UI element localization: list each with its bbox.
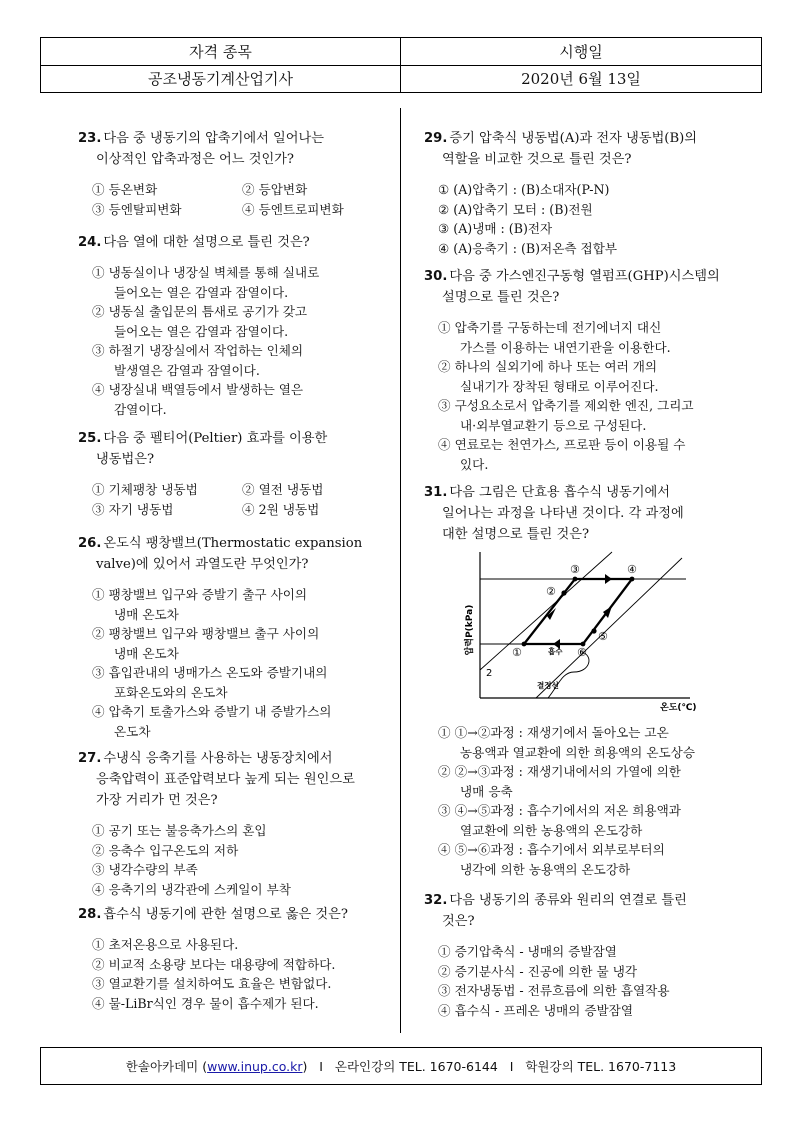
question-number: 31.: [424, 485, 448, 500]
concentration-line-a: [480, 552, 612, 670]
options: [424, 942, 764, 1020]
option-2[interactable]: [438, 357, 764, 396]
arrow-right-icon: [605, 574, 612, 584]
point-6-label: ⑥: [577, 646, 587, 659]
option-line: 온도차: [114, 723, 151, 739]
option-3[interactable]: [92, 663, 418, 702]
y-axis-label: 압력P(kPa): [465, 604, 475, 656]
option-2[interactable]: ② 증기분사식 - 진공에 의한 물 냉각: [438, 963, 638, 979]
point-4-label: ④: [627, 563, 637, 576]
option-2[interactable]: ② 비교적 소용량 보다는 대용량에 적합하다.: [92, 956, 336, 972]
option-line: ② ②→③과정 : 재생기내에서의 가열에 의한: [438, 764, 681, 779]
question-line: 흡수식 냉동기에 관한 설명으로 옳은 것은?: [103, 907, 348, 922]
header-row-labels: [41, 38, 761, 66]
option-1[interactable]: [438, 318, 764, 357]
option-line: ① ①→②과정 : 재생기에서 돌아오는 고온: [438, 725, 669, 740]
question-line: 다음 중 가스엔진구동형 열펌프(GHP)시스템의: [449, 269, 720, 284]
question-number: 29.: [424, 131, 448, 146]
question-number: 27.: [78, 751, 102, 766]
option-4[interactable]: [438, 435, 764, 474]
absorption-cycle-diagram: [462, 548, 697, 713]
option-4[interactable]: [438, 840, 764, 879]
cycle-path: [524, 579, 632, 644]
header-date-label: 시행일: [559, 43, 603, 61]
question-26: [78, 533, 418, 741]
question-text: [78, 428, 418, 470]
crystallization-label: 결정선: [537, 681, 559, 690]
option-3[interactable]: [92, 341, 418, 380]
option-line: ② 냉동실 출입문의 틈새로 공기가 갖고: [92, 304, 308, 319]
option-1[interactable]: ① 공기 또는 불응축가스의 혼입: [92, 823, 267, 838]
option-4[interactable]: ④ 등엔트로피변화: [242, 201, 344, 217]
options: [78, 935, 418, 1013]
options: [78, 263, 418, 419]
absorb-label: 흡수: [548, 647, 563, 656]
option-line: ② 팽창밸브 입구와 팽창밸브 출구 사이의: [92, 626, 320, 641]
option-3[interactable]: ③ 전자냉동법 - 전류흐름에 의한 흡열작용: [438, 983, 670, 998]
option-1[interactable]: ① (A)압축기 : (B)소대자(P-N): [438, 182, 610, 197]
question-25: [78, 428, 418, 519]
question-line: 다음 그림은 단효용 흡수식 냉동기에서: [449, 485, 670, 500]
option-2[interactable]: [92, 624, 418, 663]
options: [78, 821, 418, 899]
option-4[interactable]: ④ 응축기의 냉각관에 스케일이 부착: [92, 881, 291, 897]
options: [424, 180, 764, 258]
options: [424, 318, 764, 474]
options: [78, 480, 418, 519]
x-axis-label: 온도(℃): [660, 703, 697, 713]
option-1[interactable]: ① 기체팽창 냉동법: [92, 482, 198, 497]
question-text: [424, 128, 764, 170]
question-30: [424, 266, 764, 474]
question-24: [78, 232, 418, 419]
option-line: 실내기가 장착된 형태로 이루어진다.: [460, 378, 659, 394]
question-line: 가장 거리가 먼 것은?: [96, 793, 218, 808]
option-3[interactable]: ③ 등엔탈피변화: [92, 201, 182, 217]
options: [78, 585, 418, 741]
question-text: [78, 128, 418, 170]
question-line: 것은?: [442, 914, 475, 929]
question-28: [78, 904, 418, 1013]
option-4[interactable]: [92, 380, 418, 419]
option-line: 들어오는 열은 감열과 잠열이다.: [114, 284, 289, 300]
option-line: ④ 연료로는 천연가스, 프로판 등이 이용될 수: [438, 437, 686, 452]
option-line: 농용액과 열교환에 의한 희용액의 온도상승: [460, 744, 695, 760]
option-3[interactable]: [438, 396, 764, 435]
header-subject-value: 공조냉동기계산업기사: [41, 65, 401, 92]
option-2[interactable]: [438, 762, 764, 801]
question-31-options: [424, 723, 764, 879]
option-line: ④ ⑤→⑥과정 : 흡수기에서 외부로부터의: [438, 842, 665, 857]
footer-academy: 한솔아카데미 (: [125, 1059, 208, 1074]
question-text: [78, 533, 418, 575]
option-3[interactable]: ③ 열교환기를 설치하여도 효율은 변함없다.: [92, 976, 332, 991]
option-line: ③ 구성요소로서 압축기를 제외한 엔진, 그리고: [438, 398, 694, 413]
option-line: ③ 하절기 냉장실에서 작업하는 인체의: [92, 343, 304, 358]
option-3[interactable]: ③ 자기 냉동법: [92, 501, 174, 517]
option-line: 들어오는 열은 감열과 잠열이다.: [114, 323, 289, 339]
question-27: [78, 748, 418, 899]
option-1[interactable]: ① 초저온용으로 사용된다.: [92, 937, 239, 952]
option-line: ④ 냉장실내 백열등에서 발생하는 열은: [92, 382, 304, 397]
point-2-label: ②: [546, 585, 556, 598]
question-32: [424, 890, 764, 1020]
option-1[interactable]: ① 증기압축식 - 냉매의 증발잠열: [438, 944, 617, 959]
header-row-values: [41, 65, 761, 92]
question-line: 온도식 팽창밸브(Thermostatic expansion: [103, 536, 363, 551]
question-line: valve)에 있어서 과열도란 무엇인가?: [96, 557, 309, 572]
option-line: ④ 압축기 토출가스와 증발기 내 증발가스의: [92, 704, 332, 719]
question-number: 26.: [78, 536, 102, 551]
question-number: 24.: [78, 235, 102, 250]
option-line: ① 냉동실이나 냉장실 벽체를 통해 실내로: [92, 265, 320, 280]
option-line: 포화온도와의 온도차: [114, 684, 228, 700]
option-line: 감열이다.: [114, 401, 167, 417]
option-line: ① 압축기를 구동하는데 전기에너지 대신: [438, 320, 662, 335]
option-3[interactable]: ③ 냉각수량의 부족: [92, 862, 198, 877]
option-3[interactable]: ③ (A)냉매 : (B)전자: [438, 221, 553, 236]
question-line: 다음 열에 대한 설명으로 틀린 것은?: [103, 235, 310, 250]
question-number: 25.: [78, 431, 102, 446]
question-text: [78, 232, 418, 253]
question-31: [424, 482, 764, 545]
option-4[interactable]: ④ 물-LiBr식인 경우 물이 흡수제가 된다.: [92, 995, 319, 1011]
point-1-label: ①: [512, 646, 522, 659]
header-date-value: 2020년 6월 13일: [521, 70, 641, 88]
option-2[interactable]: ② 등압변화: [242, 182, 308, 197]
question-line: 증기 압축식 냉동법(A)과 전자 냉동법(B)의: [449, 131, 698, 146]
question-number: 30.: [424, 269, 448, 284]
option-line: 냉매 온도차: [114, 645, 179, 661]
point-5-label: ⑤: [598, 630, 608, 643]
question-line: 다음 냉동기의 종류와 원리의 연결로 틀린: [449, 893, 687, 908]
point-marker: [522, 642, 527, 647]
options: [424, 723, 764, 879]
option-2[interactable]: ② (A)압축기 모터 : (B)전원: [438, 201, 593, 217]
point-marker: [591, 628, 596, 633]
option-2[interactable]: ② 응축수 입구온도의 저하: [92, 842, 239, 858]
question-line: 수냉식 응축기를 사용하는 냉동장치에서: [103, 751, 333, 766]
question-line: 역할을 비교한 것으로 틀린 것은?: [442, 152, 632, 167]
option-line: 냉매 온도차: [114, 606, 179, 622]
option-line: 냉매 응축: [460, 783, 513, 799]
option-1[interactable]: [438, 723, 764, 762]
question-text: [424, 890, 764, 932]
question-number: 23.: [78, 131, 102, 146]
option-line: ③ 흡입관내의 냉매가스 온도와 증발기내의: [92, 665, 328, 680]
point-3-label: ③: [570, 563, 580, 576]
point-marker: [630, 577, 635, 582]
point-marker: [561, 590, 566, 595]
point-marker: [573, 577, 578, 582]
question-line: 대한 설명으로 틀린 것은?: [442, 527, 590, 542]
question-text: [424, 266, 764, 308]
option-1[interactable]: [92, 585, 418, 624]
option-1[interactable]: ① 등온변화: [92, 182, 158, 197]
option-line: ① 팽창밸브 입구와 증발기 출구 사이의: [92, 587, 308, 602]
question-text: [424, 482, 764, 545]
option-4[interactable]: ④ 2원 냉동법: [242, 501, 320, 517]
option-4[interactable]: ④ 흡수식 - 프레온 냉매의 증발잠열: [438, 1002, 634, 1018]
question-line: 일어나는 과정을 나타낸 것이다. 각 과정에: [442, 506, 684, 521]
option-line: 있다.: [460, 456, 489, 472]
footer-bar: [40, 1047, 762, 1085]
question-line: 설명으로 틀린 것은?: [442, 290, 560, 305]
question-29: [424, 128, 764, 258]
question-number: 28.: [78, 907, 102, 922]
option-3[interactable]: [438, 801, 764, 840]
option-4[interactable]: [92, 702, 418, 741]
question-text: [78, 748, 418, 811]
option-line: 열교환에 의한 농용액의 온도강하: [460, 822, 643, 838]
question-line: 이상적인 압축과정은 어느 것인가?: [96, 152, 294, 167]
question-23: [78, 128, 418, 219]
question-line: 냉동법은?: [96, 452, 155, 467]
options: [78, 180, 418, 219]
header-subject-label: 자격 종목: [41, 38, 401, 65]
question-line: 응축압력이 표준압력보다 높게 되는 원인으로: [96, 772, 355, 787]
option-line: ③ ④→⑤과정 : 흡수기에서의 저온 희용액과: [438, 803, 681, 818]
footer-contact: ) I 온라인강의 TEL. 1670-6144 I 학원강의 TEL. 1670-7113: [302, 1059, 677, 1074]
option-1[interactable]: [92, 263, 418, 302]
question-line: 다음 중 냉동기의 압축기에서 일어나는: [103, 131, 324, 146]
option-4[interactable]: ④ (A)응축기 : (B)저온측 접합부: [438, 240, 618, 256]
question-line: 다음 중 펠티어(Peltier) 효과를 이용한: [103, 431, 328, 446]
option-line: 발생열은 감열과 잠열이다.: [114, 362, 260, 378]
question-number: 32.: [424, 893, 448, 908]
option-line: 가스를 이용하는 내연기관을 이용한다.: [460, 339, 671, 355]
header-table: [40, 37, 762, 93]
option-2[interactable]: ② 열전 냉동법: [242, 482, 324, 497]
option-line: 내·외부열교환기 등으로 구성된다.: [460, 417, 647, 433]
question-text: [78, 904, 418, 925]
line-2-label: 2: [486, 668, 493, 679]
option-line: 냉각에 의한 농용액의 온도강하: [460, 861, 631, 877]
footer-website-link[interactable]: www.inup.co.kr: [207, 1058, 303, 1074]
option-2[interactable]: [92, 302, 418, 341]
option-line: ② 하나의 실외기에 하나 또는 여러 개의: [438, 359, 658, 374]
